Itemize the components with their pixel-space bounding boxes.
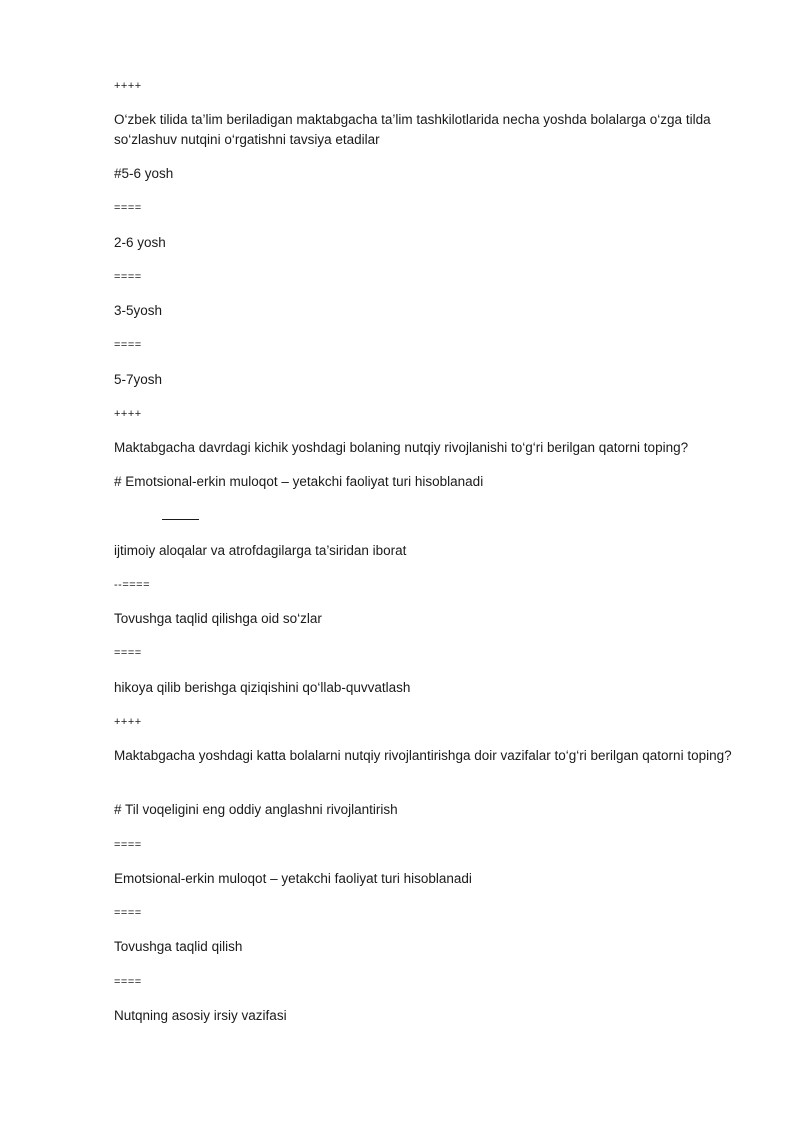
- answer-separator: --====: [114, 579, 151, 591]
- correct-answer: # Emotsional-erkin muloqot – yetakchi faoliyat turi hisoblanadi: [114, 474, 484, 489]
- answer-separator: ====: [114, 202, 142, 214]
- question-separator: ++++: [114, 716, 142, 728]
- question-separator: ++++: [114, 408, 142, 420]
- question-text: Maktabgacha yoshdagi katta bolalarni nutqiy rivojlantirishga doir vazifalar to‘g‘ri berilgan qatorni toping?: [114, 748, 732, 763]
- answer-option: 5-7yosh: [114, 372, 163, 387]
- answer-option: Tovushga taqlid qilishga oid so‘zlar: [114, 611, 322, 626]
- answer-option: Tovushga taqlid qilish: [114, 939, 243, 954]
- answer-separator: ====: [114, 839, 142, 851]
- question-separator: ++++: [114, 80, 142, 92]
- blank-underline: [162, 519, 199, 520]
- question-text: Maktabgacha davrdagi kichik yoshdagi bolaning nutqiy rivojlanishi to‘g‘ri berilgan qatorni toping?: [114, 440, 689, 455]
- answer-option: Nutqning asosiy irsiy vazifasi: [114, 1008, 287, 1023]
- answer-option: 2-6 yosh: [114, 235, 166, 250]
- correct-answer: # Til voqeligini eng oddiy anglashni rivojlantirish: [114, 802, 398, 817]
- question-text: O‘zbek tilida ta’lim beriladigan maktabgacha ta’lim tashkilotlarida necha yoshda bolalarga o‘zga tilda so‘zlashuv nutqini o‘rgatishni tavsiya etadilar: [114, 112, 711, 147]
- answer-option: hikoya qilib berishga qiziqishini qo‘llab-quvvatlash: [114, 680, 411, 695]
- answer-separator: ====: [114, 907, 142, 919]
- correct-answer: #5-6 yosh: [114, 166, 174, 181]
- answer-separator: ====: [114, 647, 142, 659]
- answer-option: Emotsional-erkin muloqot – yetakchi faoliyat turi hisoblanadi: [114, 871, 472, 886]
- answer-separator: ====: [114, 976, 142, 988]
- answer-separator: ====: [114, 339, 142, 351]
- answer-option: 3-5yosh: [114, 303, 163, 318]
- answer-continuation: ijtimoiy aloqalar va atrofdagilarga ta’siridan iborat: [114, 543, 407, 558]
- answer-separator: ====: [114, 271, 142, 283]
